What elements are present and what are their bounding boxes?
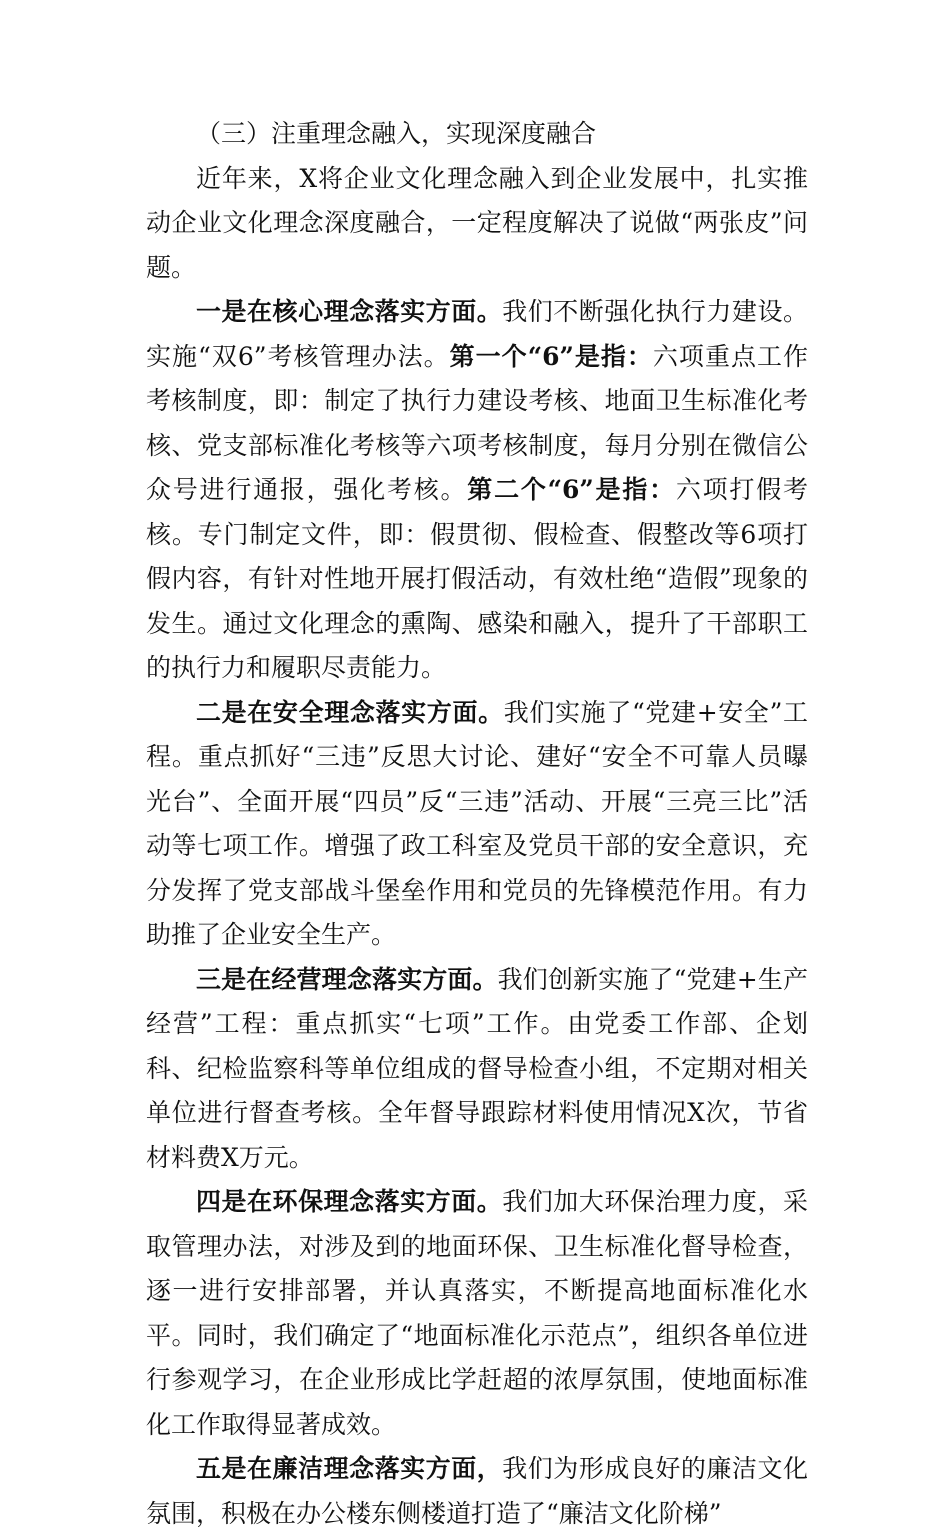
paragraph-text: 六项重点工作考核制度，即：制定了执行力建设考核、地面卫生标准化考核、党支部标准化考核等六项考核制度，每月分别在微信公众号进行通报，强化考核。 (146, 341, 808, 504)
paragraph-lead: 四是在环保理念落实方面。 (196, 1187, 503, 1216)
paragraph-text: 我们创新实施了“党建+生产经营”工程：重点抓实“七项”工作。由党委工作部、企划科、纪检监察科等单位组成的督导检查小组，不定期对相关单位进行督查考核。全年督导跟踪材料使用情况X次，节省材料费X万元。 (146, 964, 808, 1172)
paragraph-business-concept (146, 958, 808, 1181)
paragraph-core-concept (146, 290, 808, 691)
paragraph-bold-text: 第二个“6”是指： (467, 475, 676, 504)
paragraph-text: 我们实施了“党建+安全”工程。重点抓好“三违”反思大讨论、建好“安全不可靠人员曝光台”、全面开展“四员”反“三违”活动、开展“三亮三比”活动等七项工作。增强了政工科室及党员干部的安全意识，充分发挥了党支部战斗堡垒作用和党员的先锋模范作用。有力助推了企业安全生产。 (146, 697, 808, 949)
paragraph-lead: 五是在廉洁理念落实方面， (196, 1454, 503, 1483)
intro-paragraph: 近年来，X将企业文化理念融入到企业发展中，扎实推动企业文化理念深度融合，一定程度解决了说做“两张皮”问题。 (146, 163, 808, 282)
paragraph-bold-text: 第一个“6”是指： (449, 341, 653, 371)
paragraph-text: 我们加大环保治理力度，采取管理办法，对涉及到的地面环保、卫生标准化督导检查，逐一进行安排部署，并认真落实，不断提高地面标准化水平。同时，我们确定了“地面标准化示范点”，组织各单位进行参观学习，在企业形成比学赶超的浓厚氛围，使地面标准化工作取得显著成效。 (146, 1187, 808, 1439)
paragraph-text: 六项打假考核。专门制定文件，即：假贯彻、假检查、假整改等6项打假内容，有针对性地开展打假活动，有效杜绝“造假”现象的发生。通过文化理念的熏陶、感染和融入，提升了干部职工的执行力和履职尽责能力。 (146, 475, 808, 682)
document-body (146, 112, 808, 1536)
paragraph-text: 我们为形成良好的廉洁文化氛围，积极在办公楼东侧楼道打造了“廉洁文化阶梯” (146, 1454, 808, 1528)
paragraph-lead: 二是在安全理念落实方面。 (196, 697, 504, 727)
paragraph-integrity-concept (146, 1447, 808, 1536)
section-heading: （三）注重理念融入，实现深度融合 (196, 119, 597, 148)
paragraph-environment-concept (146, 1180, 808, 1447)
paragraph-text: 我们不断强化执行力建设。实施“双6”考核管理办法。 (146, 297, 808, 371)
paragraph-lead: 一是在核心理念落实方面。 (196, 297, 503, 326)
paragraph-lead: 三是在经营理念落实方面。 (196, 964, 498, 994)
paragraph-safety-concept (146, 691, 808, 958)
